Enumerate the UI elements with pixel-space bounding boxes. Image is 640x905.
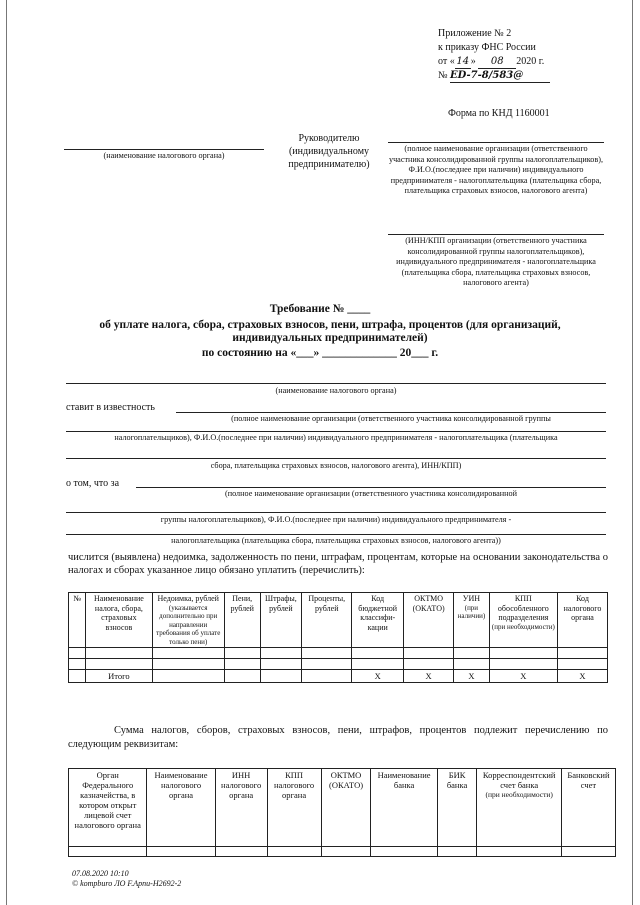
about-line-3 — [66, 534, 606, 535]
table-cell — [489, 659, 557, 670]
table-cell — [267, 847, 321, 857]
table-cell — [69, 670, 86, 683]
table-cell — [561, 847, 615, 857]
total-row — [69, 670, 608, 683]
form-code: Форма по КНД 1160001 — [448, 108, 550, 119]
table-cell — [302, 670, 352, 683]
col-bik: БИК банка — [437, 769, 477, 847]
table-cell — [558, 659, 608, 670]
col-kpp — [489, 593, 557, 648]
col-uin-label: УИН — [462, 594, 481, 603]
table-row — [69, 847, 616, 857]
number-value: ED-7-8/583@ — [450, 70, 550, 83]
table-cell — [152, 648, 224, 659]
total-label: Итого — [86, 670, 152, 683]
col-bank-name: Наименование банка — [371, 769, 437, 847]
col-uin-note: (при наличии) — [457, 603, 486, 620]
appendix-number — [438, 70, 550, 83]
table-cell — [371, 847, 437, 857]
table-cell — [69, 659, 86, 670]
col-debt — [152, 593, 224, 648]
appendix-date — [438, 56, 544, 69]
scan-edge-left — [6, 0, 7, 905]
table-cell — [152, 659, 224, 670]
footer-date: 07.08.2020 10:10 — [72, 869, 129, 878]
table-cell — [69, 648, 86, 659]
inn-caption: (ИНН/КПП организации (ответственного участника консолидированной группы налогоплательщиков), индивидуального предпринимателя - налогоплательщика (плательщика сбора, плательщика страховых взносов, налогового агента) — [396, 236, 596, 287]
table-cell — [404, 659, 454, 670]
table-cell — [224, 659, 260, 670]
col-bank-account: Банковский счет — [561, 769, 615, 847]
col-debt-label: Недоимка, рублей — [157, 594, 219, 603]
appendix-line-1: Приложение № 2 — [438, 28, 512, 39]
col-kpp: КПП налогового органа — [267, 769, 321, 847]
scan-edge-right — [632, 0, 633, 905]
about-line-1 — [136, 487, 606, 488]
table-cell — [558, 648, 608, 659]
date-day: 14 — [456, 56, 470, 67]
debt-text: числится (выявлена) недоимка, задолженность по пени, штрафам, процентам, которые на основании законодательства о налогах и сборах указанное лицо обязано уплатить (перечислить): — [68, 552, 608, 576]
table-cell — [86, 648, 152, 659]
inform-label: ставит в известность — [66, 402, 155, 413]
x-mark: X — [558, 670, 608, 683]
col-inn: ИНН налогового органа — [215, 769, 267, 847]
about-label: о том, что за — [66, 478, 120, 489]
table-cell — [454, 659, 490, 670]
col-penalty: Пени, рублей — [224, 593, 260, 648]
col-uin — [454, 593, 490, 648]
to-label: Руководителю (индивидуальному предпринимателю) — [288, 133, 370, 170]
col-corr-label: Корреспондентский счет банка — [482, 770, 556, 790]
col-tax-organ-code: Код налогового органа — [558, 593, 608, 648]
col-oktmo: ОКТМО (ОКАТО) — [321, 769, 371, 847]
requisites-header-row — [69, 769, 616, 847]
col-corr-account — [477, 769, 562, 847]
table-cell — [147, 847, 215, 857]
table-cell — [302, 648, 352, 659]
col-kpp-note: (при необходимости) — [491, 622, 555, 631]
debt-table — [68, 592, 608, 683]
date-month: 08 — [478, 56, 516, 69]
table-cell — [352, 648, 404, 659]
table-row — [69, 659, 608, 670]
col-kbk: Код бюджетной классифи-кации — [352, 593, 404, 648]
x-mark: X — [489, 670, 557, 683]
table-cell — [404, 648, 454, 659]
table-cell — [224, 670, 260, 683]
body-tax-organ-caption: (наименование налогового органа) — [275, 386, 397, 395]
inform-line-2 — [66, 431, 606, 432]
date-prefix: от « — [438, 56, 455, 67]
col-tax-name: Наименование налога, сбора, страховых взносов — [86, 593, 152, 648]
table-cell — [260, 648, 302, 659]
col-organ-name: Наименование налогового органа — [147, 769, 215, 847]
requisites-table — [68, 768, 616, 857]
x-mark: X — [454, 670, 490, 683]
x-mark: X — [404, 670, 454, 683]
tax-organ-line — [64, 149, 264, 150]
table-cell — [224, 648, 260, 659]
sum-text: Сумма налогов, сборов, страховых взносов, пени, штрафов, процентов подлежит перечислению по следующим реквизитам: — [68, 725, 608, 750]
org-caption: (полное наименование организации (ответственного участника консолидированной группы налогоплательщиков), Ф.И.О.(последнее при наличии) индивидуального предпринимателя - налогоплательщика (плательщика сбора, плательщика страховых взносов, налогового агента) — [388, 144, 604, 195]
table-cell — [302, 659, 352, 670]
inform-line-3 — [66, 458, 606, 459]
col-treasury: Орган Федерального казначейства, в котором открыт лицевой счет налогового органа — [69, 769, 147, 847]
about-caption-3: налогоплательщика (плательщика сбора, плательщика страховых взносов, налогового агента)) — [171, 536, 501, 545]
org-line — [388, 142, 604, 143]
x-mark: X — [352, 670, 404, 683]
table-cell — [454, 648, 490, 659]
col-kpp-label: КПП обособленного подразделения — [497, 594, 549, 622]
about-caption-1: (полное наименование организации (ответственного участника консолидированной — [224, 489, 518, 498]
about-caption-2: группы налогоплательщиков), Ф.И.О.(последнее при наличии) индивидуального предпринимателя - — [160, 515, 512, 524]
tax-organ-caption: (наименование налогового органа) — [103, 151, 225, 160]
col-num: № — [69, 593, 86, 648]
table-cell — [477, 847, 562, 857]
col-fines: Штрафы, рублей — [260, 593, 302, 648]
inform-caption-1: (полное наименование организации (ответственного участника консолидированной группы — [231, 414, 551, 423]
body-tax-organ-line — [66, 383, 606, 384]
table-cell — [321, 847, 371, 857]
table-cell — [260, 659, 302, 670]
table-cell — [215, 847, 267, 857]
inform-caption-2: налогоплательщиков), Ф.И.О.(последнее при наличии) индивидуального предпринимателя - налогоплательщика (плательщика — [114, 433, 558, 442]
title-line-2: об уплате налога, сбора, страховых взносов, пени, штрафа, процентов (для организаций, индивидуальных предпринимателей) — [99, 319, 561, 344]
table-cell — [489, 648, 557, 659]
table-cell — [437, 847, 477, 857]
table-cell — [260, 670, 302, 683]
table-row — [69, 648, 608, 659]
table-cell — [352, 659, 404, 670]
title-line-3: по состоянию на «___» _____________ 20___ г. — [201, 347, 439, 359]
table-cell — [152, 670, 224, 683]
appendix-line-2: к приказу ФНС России — [438, 42, 536, 53]
date-year: 2020 г. — [516, 56, 545, 67]
footer-stamp: © kompburo ЛО F.Apnu-H2692-2 — [72, 879, 182, 888]
debt-table-header-row — [69, 593, 608, 648]
title-line-1: Требование № ____ — [269, 303, 371, 315]
col-interest: Проценты, рублей — [302, 593, 352, 648]
inform-caption-3: сбора, плательщика страховых взносов, налогового агента), ИНН/КПП) — [210, 461, 462, 470]
col-oktmo: ОКТМО (ОКАТО) — [404, 593, 454, 648]
date-mid: » — [470, 56, 476, 67]
table-cell — [86, 659, 152, 670]
table-cell — [69, 847, 147, 857]
number-prefix: № — [438, 70, 448, 81]
inn-line — [388, 234, 604, 235]
col-corr-note: (при необходимости) — [485, 790, 553, 799]
inform-line-1 — [176, 412, 606, 413]
about-line-2 — [66, 512, 606, 513]
col-debt-note: (указывается дополнительно при направлении требования об уплате только пени) — [156, 603, 221, 646]
